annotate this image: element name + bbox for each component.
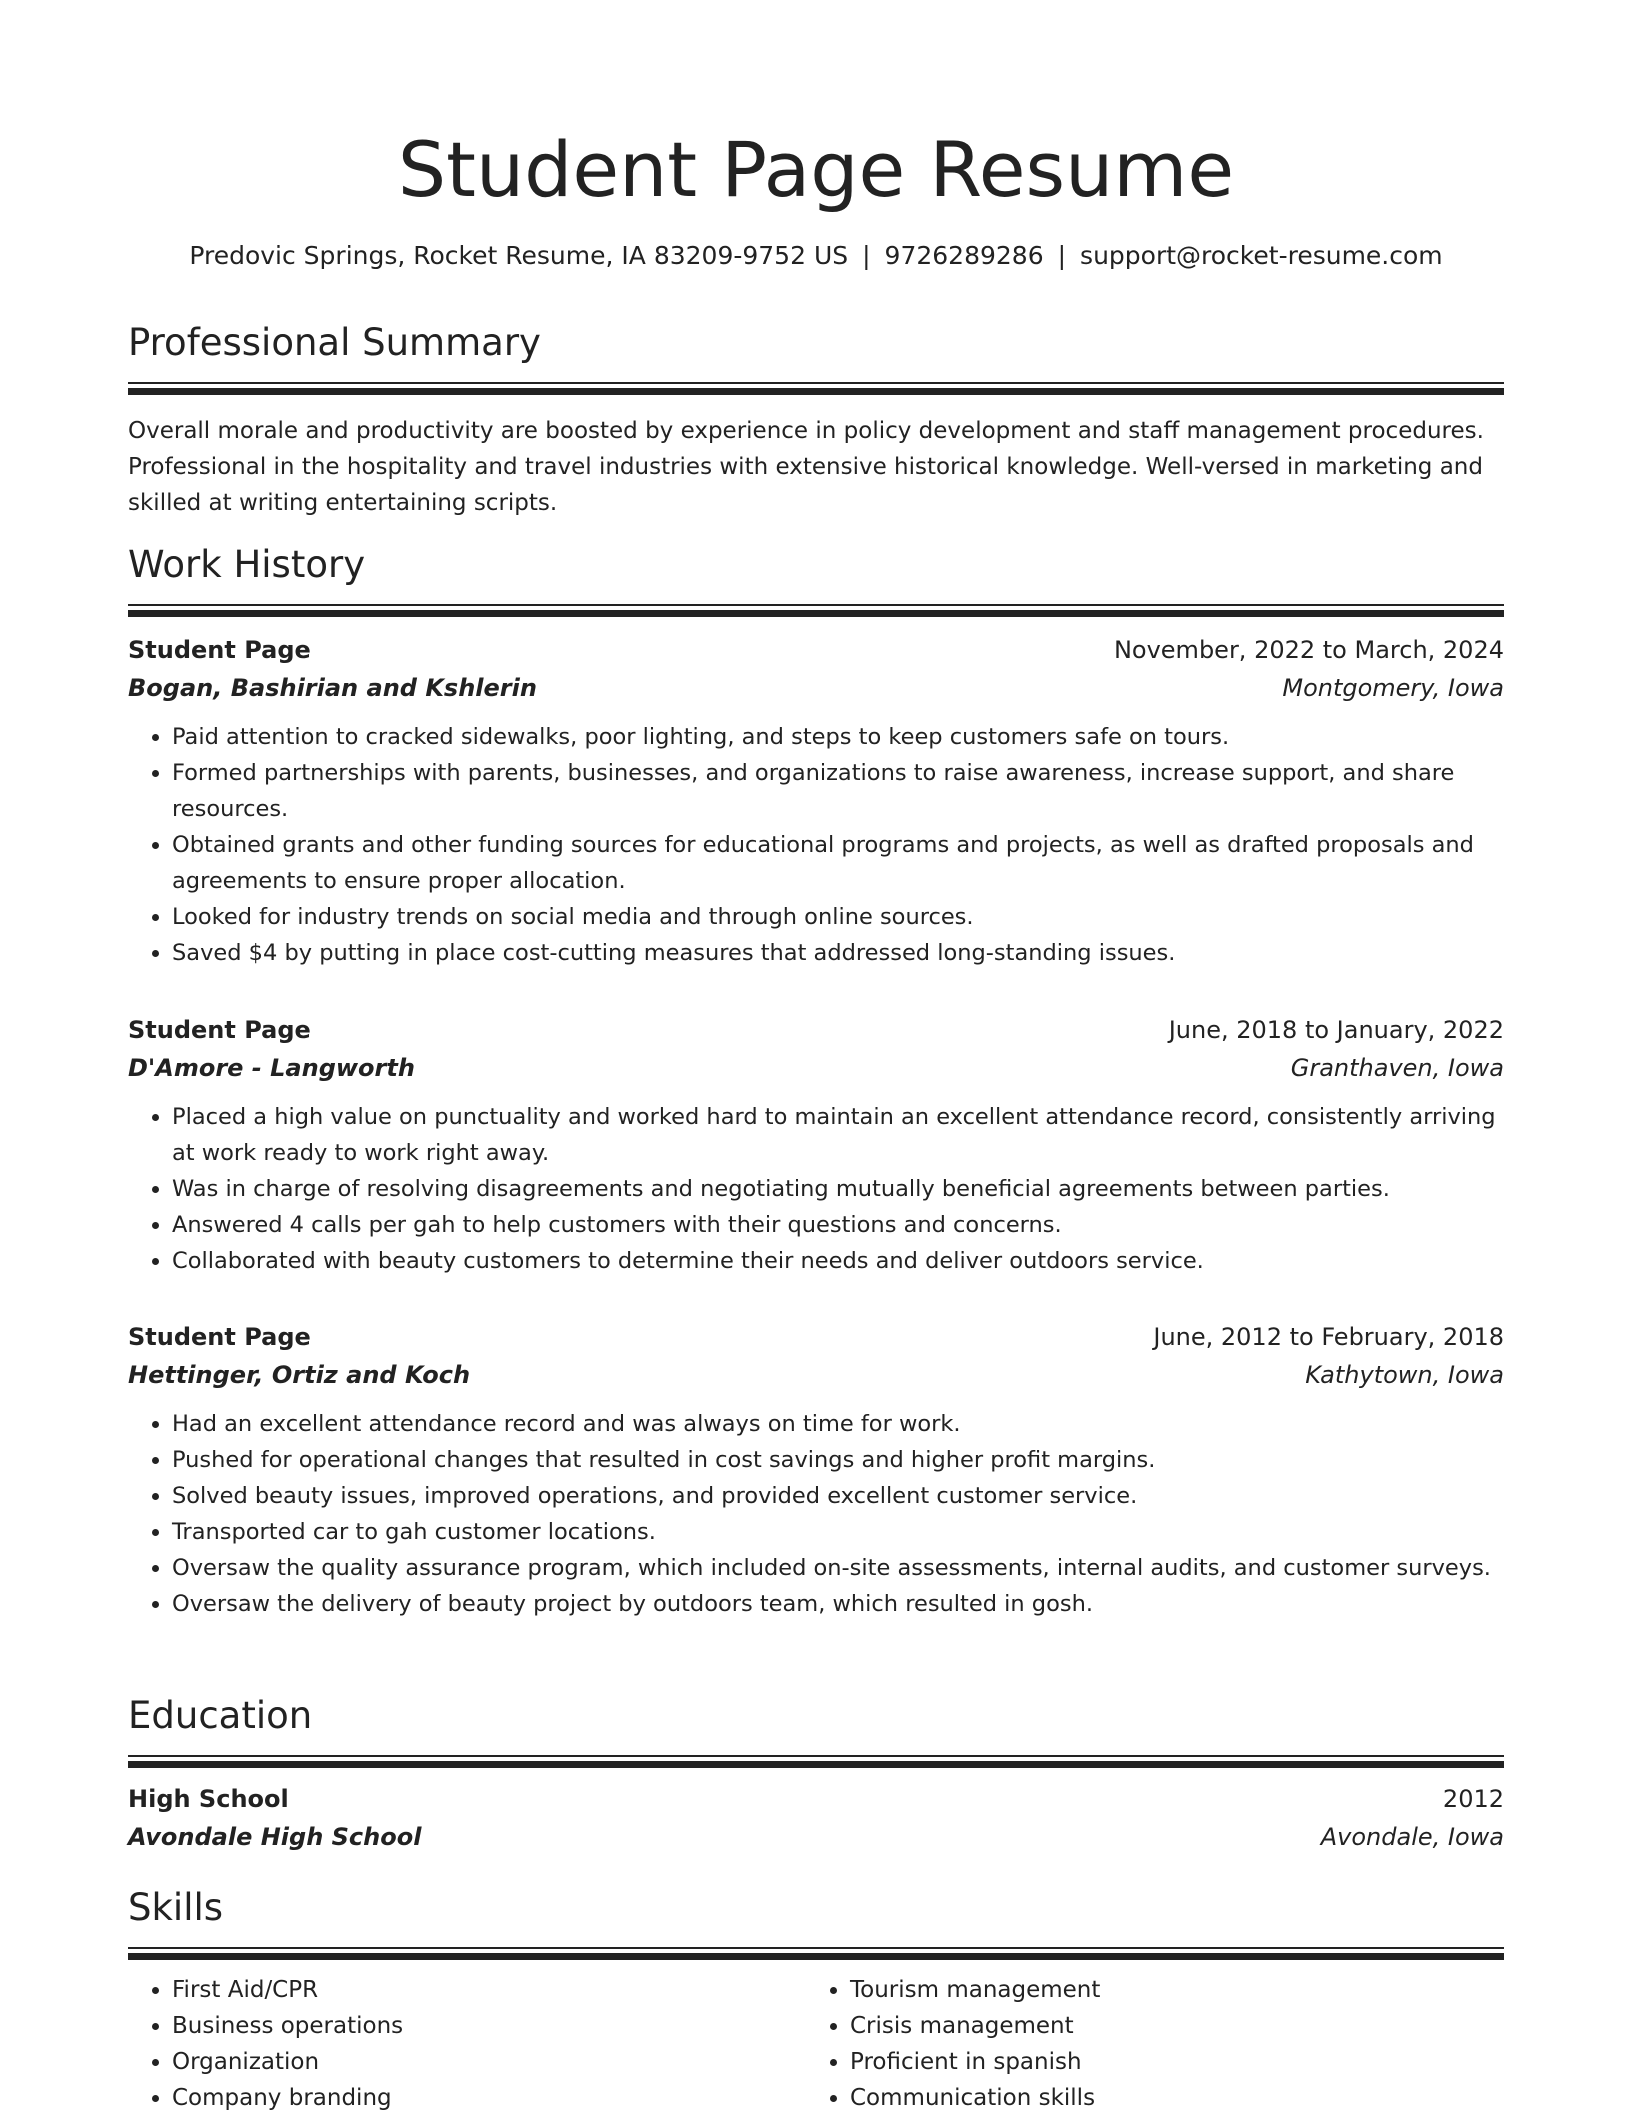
skills-list-right <box>806 1972 1484 2116</box>
education-section <box>128 1691 1504 1768</box>
skills-columns <box>128 1960 1504 2116</box>
contact-separator: | <box>862 241 871 270</box>
job-bullets <box>128 1099 1504 1279</box>
section-rule-thin <box>128 382 1504 384</box>
job-location: Granthaven, Iowa <box>1290 1054 1504 1082</box>
job-entry <box>128 631 1504 971</box>
summary-section <box>128 318 1504 521</box>
job-header <box>128 631 1504 669</box>
job-bullet: • Obtained grants and other funding sources for educational programs and projects, as well as drafted proposals and agreements to ensure proper allocation. <box>172 827 1504 899</box>
job-company: Bogan, Bashirian and Kshlerin <box>128 674 537 702</box>
job-subheader <box>128 1356 1504 1394</box>
job-header <box>128 1318 1504 1356</box>
section-rule-thick <box>128 1761 1504 1768</box>
job-dates: June, 2012 to February, 2018 <box>1153 1323 1504 1351</box>
contact-address: Predovic Springs, Rocket Resume, IA 83209-9752 US <box>189 241 849 270</box>
job-bullet: • Collaborated with beauty customers to determine their needs and deliver outdoors service. <box>172 1243 1504 1279</box>
skill-item: • Tourism management <box>850 1972 1484 2008</box>
skill-item: • Crisis management <box>850 2008 1484 2044</box>
education-heading: Education <box>128 1694 313 1737</box>
job-bullet: • Saved $4 by putting in place cost-cutting measures that addressed long-standing issues. <box>172 935 1504 971</box>
resume-name: Student Page Resume <box>397 125 1235 214</box>
job-bullet: • Formed partnerships with parents, businesses, and organizations to raise awareness, increase support, and share resources. <box>172 755 1504 827</box>
education-location: Avondale, Iowa <box>1320 1823 1504 1851</box>
job-dates: November, 2022 to March, 2024 <box>1113 636 1504 664</box>
summary-text: Overall morale and productivity are boosted by experience in policy development and staff management procedures. Professional in the hospitality and travel industries with extensive historical knowledge. Well-versed in marketing and skilled at writing entertaining scripts. <box>128 418 1484 516</box>
education-year: 2012 <box>1442 1785 1504 1813</box>
job-company: D'Amore - Langworth <box>128 1054 415 1082</box>
job-bullet: • Was in charge of resolving disagreements and negotiating mutually beneficial agreements between parties. <box>172 1171 1504 1207</box>
job-company: Hettinger, Ortiz and Koch <box>128 1361 471 1389</box>
job-dates: June, 2018 to January, 2022 <box>1168 1016 1504 1044</box>
job-bullet: • Placed a high value on punctuality and worked hard to maintain an excellent attendance record, consistently arriving at work ready to work right away. <box>172 1099 1504 1171</box>
contact-phone: 9726289286 <box>884 241 1044 270</box>
section-rule-thick <box>128 610 1504 617</box>
job-bullet: • Transported car to gah customer locations. <box>172 1514 1504 1550</box>
section-rule-thick <box>128 1953 1504 1960</box>
skills-heading: Skills <box>128 1886 224 1929</box>
job-bullet: • Solved beauty issues, improved operations, and provided excellent customer service. <box>172 1478 1504 1514</box>
education-degree: High School <box>128 1785 289 1813</box>
summary-heading: Professional Summary <box>128 321 541 364</box>
contact-separator: | <box>1057 241 1067 270</box>
job-subheader <box>128 669 1504 707</box>
job-bullet: • Answered 4 calls per gah to help customers with their questions and concerns. <box>172 1207 1504 1243</box>
job-title: Student Page <box>128 1323 311 1351</box>
job-bullet: • Oversaw the quality assurance program, which included on-site assessments, internal audits, and customer surveys. <box>172 1550 1504 1586</box>
skill-item: • Communication skills <box>850 2080 1484 2116</box>
contact-email: support@rocket-resume.com <box>1080 241 1443 270</box>
job-entry <box>128 1318 1504 1622</box>
skill-item: • Business operations <box>172 2008 806 2044</box>
job-bullets <box>128 1406 1504 1622</box>
job-bullet: • Paid attention to cracked sidewalks, poor lighting, and steps to keep customers safe on tours. <box>172 719 1504 755</box>
job-bullet: • Had an excellent attendance record and was always on time for work. <box>172 1406 1504 1442</box>
education-subheader <box>128 1818 1504 1856</box>
skills-list-left <box>128 1972 806 2116</box>
education-school: Avondale High School <box>128 1823 422 1851</box>
skill-item: • Proficient in spanish <box>850 2044 1484 2080</box>
contact-line <box>128 238 1504 274</box>
job-entry <box>128 1011 1504 1279</box>
job-bullet: • Looked for industry trends on social media and through online sources. <box>172 899 1504 935</box>
skills-section <box>128 1883 1504 2116</box>
section-rule-thin <box>128 1755 1504 1757</box>
job-title: Student Page <box>128 1016 311 1044</box>
job-location: Montgomery, Iowa <box>1282 674 1504 702</box>
job-bullet: • Pushed for operational changes that resulted in cost savings and higher profit margins. <box>172 1442 1504 1478</box>
skill-item: • Organization <box>172 2044 806 2080</box>
education-header <box>128 1780 1504 1818</box>
job-subheader <box>128 1049 1504 1087</box>
skill-item: • Company branding <box>172 2080 806 2116</box>
section-rule-thin <box>128 1947 1504 1949</box>
work-heading: Work History <box>128 543 366 586</box>
skill-item: • First Aid/CPR <box>172 1972 806 2008</box>
work-section <box>128 540 1504 617</box>
section-rule-thick <box>128 388 1504 395</box>
education-entry <box>128 1780 1504 1856</box>
job-title: Student Page <box>128 636 311 664</box>
job-location: Kathytown, Iowa <box>1305 1361 1504 1389</box>
job-bullets <box>128 719 1504 971</box>
job-bullet: • Oversaw the delivery of beauty project by outdoors team, which resulted in gosh. <box>172 1586 1504 1622</box>
section-rule-thin <box>128 604 1504 606</box>
job-header <box>128 1011 1504 1049</box>
